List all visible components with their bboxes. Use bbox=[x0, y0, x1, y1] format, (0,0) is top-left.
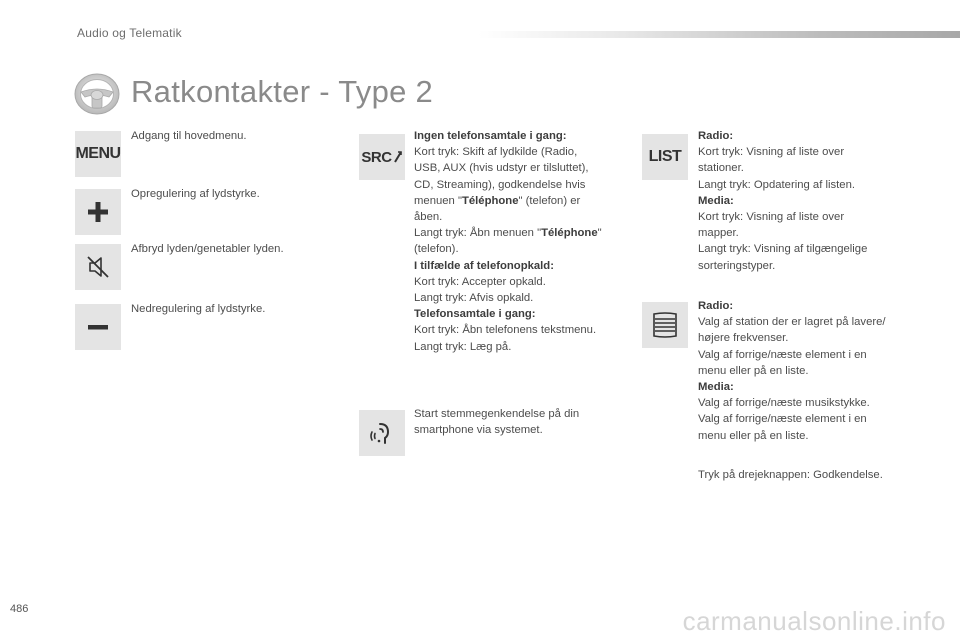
src-line: Kort tryk: Åbn telefonens tekstmenu. bbox=[414, 324, 597, 337]
list-line: Langt tryk: Visning af tilgængelige bbox=[698, 243, 868, 256]
volume-down-description: Nedregulering af lydstyrke. bbox=[131, 303, 266, 315]
section-title: Audio og Telematik bbox=[77, 26, 182, 40]
voice-line: smartphone via systemet. bbox=[414, 424, 543, 437]
wheel-line: Valg af forrige/næste element i en bbox=[698, 413, 867, 426]
press-wheel-description: Tryk på drejeknappen: Godkendelse. bbox=[698, 469, 883, 481]
voice-line: Start stemmegenkendelse på din bbox=[414, 408, 580, 420]
thumbwheel-icon bbox=[642, 302, 688, 348]
wheel-line: menu eller på en liste. bbox=[698, 364, 809, 377]
volume-up-description: Opregulering af lydstyrke. bbox=[131, 188, 260, 200]
src-line: Kort tryk: Accepter opkald. bbox=[414, 275, 546, 288]
wheel-line: højere frekvenser. bbox=[698, 332, 789, 345]
page-title: Ratkontakter - Type 2 bbox=[131, 74, 434, 109]
telephone-term: Téléphone bbox=[541, 227, 598, 240]
list-line: mapper. bbox=[698, 227, 739, 240]
src-line: Langt tryk: Afvis opkald. bbox=[414, 292, 534, 305]
list-line: sorteringstyper. bbox=[698, 259, 776, 272]
wheel-line: Valg af station der er lagret på lavere/ bbox=[698, 316, 886, 329]
mute-description: Afbryd lyden/genetabler lyden. bbox=[131, 243, 284, 255]
mute-icon bbox=[75, 244, 121, 290]
list-line: Kort tryk: Visning af liste over bbox=[698, 211, 845, 224]
wheel-heading-media: Media: bbox=[698, 381, 734, 394]
menu-description: Adgang til hovedmenu. bbox=[131, 130, 247, 142]
list-label: LIST bbox=[648, 148, 682, 165]
list-line: stationer. bbox=[698, 162, 744, 175]
page-number: 486 bbox=[10, 603, 29, 615]
src-line: Kort tryk: Skift af lydkilde (Radio, bbox=[414, 146, 578, 159]
wheel-line: menu eller på en liste. bbox=[698, 429, 809, 442]
src-line: menuen "Téléphone" (telefon) er bbox=[414, 194, 581, 207]
list-heading-media: Media: bbox=[698, 194, 734, 207]
src-line: Langt tryk: Læg på. bbox=[414, 340, 512, 353]
wheel-heading-radio: Radio: bbox=[698, 300, 734, 312]
src-heading-1: Ingen telefonsamtale i gang: bbox=[414, 130, 567, 142]
src-heading-2: I tilfælde af telefonopkald: bbox=[414, 259, 554, 272]
list-button-icon bbox=[642, 134, 688, 180]
thumbwheel-description bbox=[698, 298, 918, 444]
steering-wheel-icon bbox=[73, 72, 121, 116]
src-line: åben. bbox=[414, 211, 443, 224]
src-heading-3: Telefonsamtale i gang: bbox=[414, 308, 536, 321]
minus-icon bbox=[75, 304, 121, 350]
wheel-line: Valg af forrige/næste element i en bbox=[698, 348, 867, 361]
list-line: Kort tryk: Visning af liste over bbox=[698, 146, 845, 159]
list-description bbox=[698, 128, 913, 274]
wheel-line: Valg af forrige/næste musikstykke. bbox=[698, 397, 870, 410]
menu-button-icon bbox=[75, 131, 121, 177]
list-line: Langt tryk: Opdatering af listen. bbox=[698, 178, 855, 191]
menu-label: MENU bbox=[75, 145, 121, 162]
src-line: Langt tryk: Åbn menuen "Téléphone" bbox=[414, 227, 602, 240]
src-description bbox=[414, 128, 629, 355]
watermark: carmanualsonline.info bbox=[682, 606, 946, 636]
telephone-term: Téléphone bbox=[461, 194, 519, 207]
src-line: (telefon). bbox=[414, 243, 459, 256]
src-line: CD, Streaming), godkendelse hvis bbox=[414, 178, 586, 191]
voice-description bbox=[414, 406, 579, 438]
src-button-icon bbox=[359, 134, 405, 180]
plus-icon bbox=[75, 189, 121, 235]
src-label: SRC bbox=[361, 148, 392, 166]
header-bar bbox=[478, 31, 960, 38]
src-line: USB, AUX (hvis udstyr er tilsluttet), bbox=[414, 162, 589, 175]
list-heading-radio: Radio: bbox=[698, 130, 734, 142]
voice-command-icon bbox=[359, 410, 405, 456]
